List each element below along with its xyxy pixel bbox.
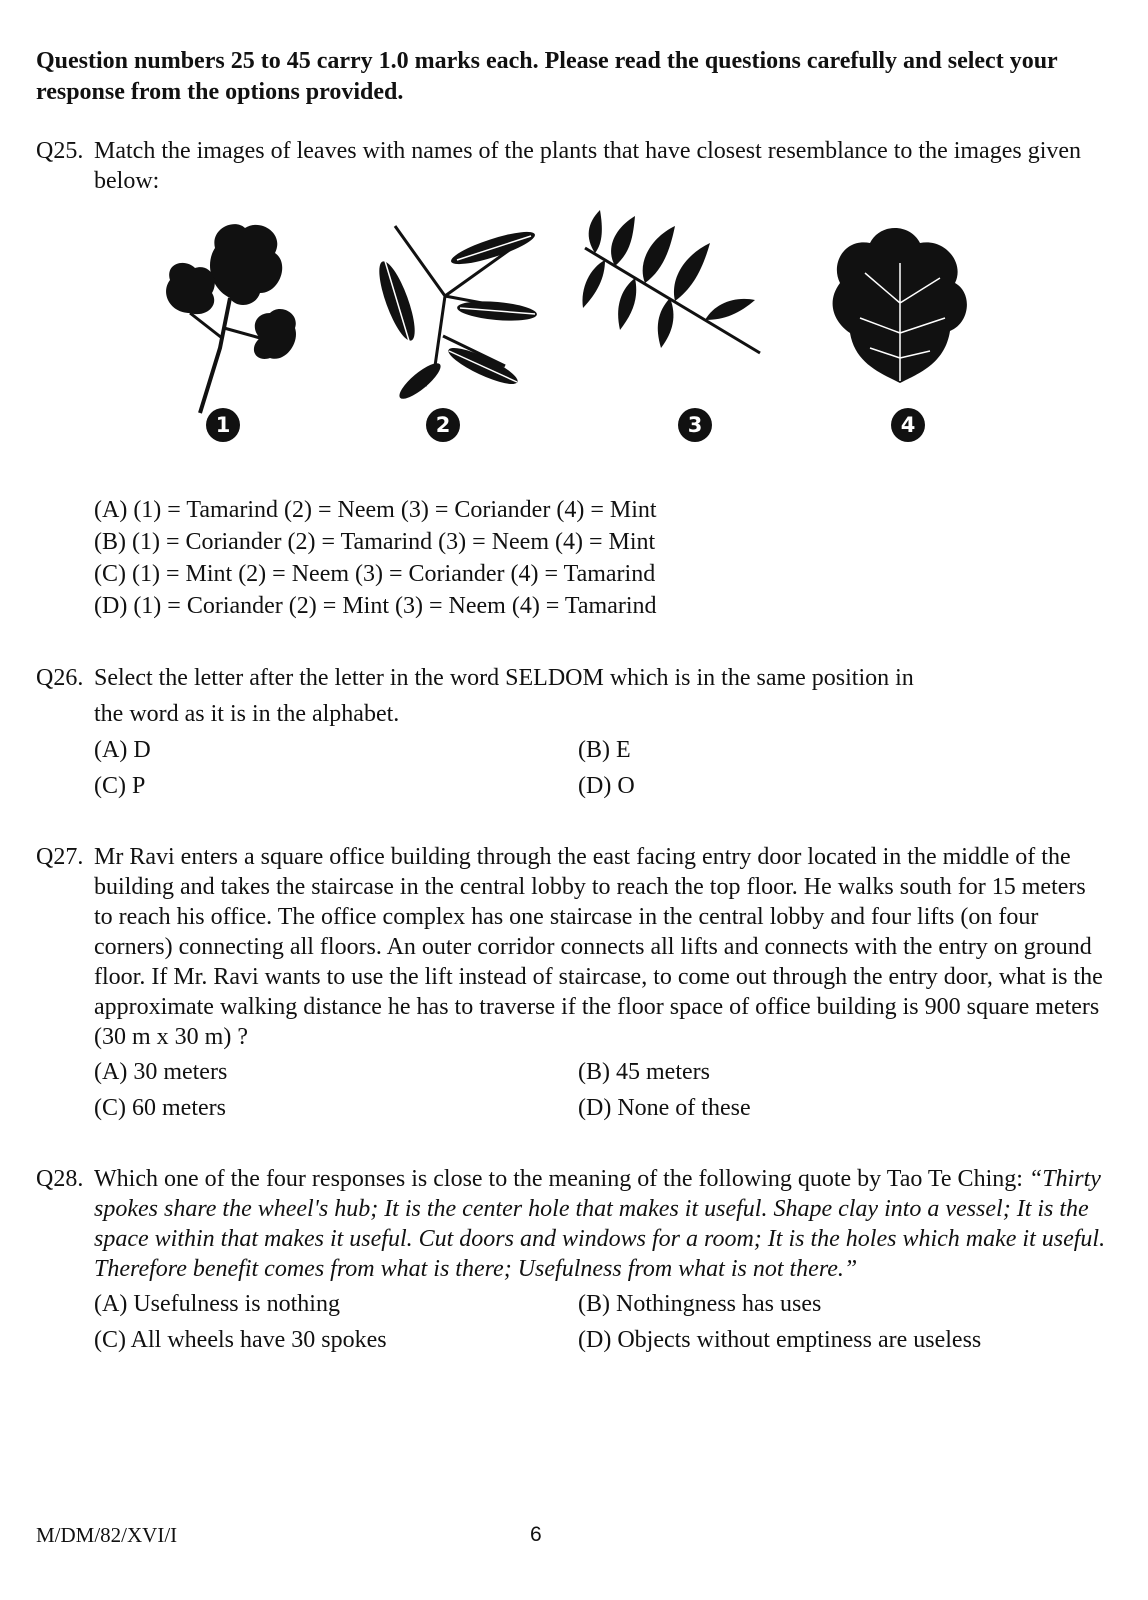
question-number: Q27. xyxy=(36,844,84,870)
option-c[interactable]: (C) 60 meters xyxy=(94,1095,226,1121)
neem-leaf-image xyxy=(575,208,765,358)
question-text: Which one of the four responses is close to the meaning of the following quote by Tao Te Ching: xyxy=(94,1166,1029,1192)
question-27 xyxy=(36,842,1106,1126)
option-d[interactable]: (D) None of these xyxy=(578,1095,751,1121)
option-c[interactable]: (C) All wheels have 30 spokes xyxy=(94,1327,387,1353)
question-number: Q28. xyxy=(36,1166,84,1192)
question-text: Mr Ravi enters a square office building through the east facing entry door located in the middle of the building and takes the staircase in the central lobby to reach the top floor. He walks south for 15 meters to reach his office. The office complex has one staircase in the central lobby and four lifts (on four corners) connecting all floors. An outer corridor connects all lifts and connects with the entry on ground floor. If Mr. Ravi wants to use the lift instead of staircase, to come out through the entry door, what is the approximate walking distance he has to traverse if the floor space of office building is 900 square meters (30 m x 30 m) ? xyxy=(94,844,1103,1050)
option-a[interactable]: (A) Usefulness is nothing xyxy=(94,1291,340,1317)
option-c[interactable]: (C) P xyxy=(94,773,146,799)
option-b[interactable]: (B) Nothingness has uses xyxy=(578,1291,822,1317)
document-code: M/DM/82/XVI/I xyxy=(36,1523,178,1547)
image-label-1: 1 xyxy=(206,408,240,442)
option-d[interactable]: (D) Objects without emptiness are useless xyxy=(578,1327,982,1353)
option-b[interactable]: (B) E xyxy=(578,737,631,763)
option-c[interactable]: (C) (1) = Mint (2) = Neem (3) = Coriander (4) = Tamarind xyxy=(94,561,656,587)
mint-leaf-image xyxy=(825,223,975,388)
question-25-options xyxy=(36,494,1106,622)
coriander-leaf-image xyxy=(160,218,300,418)
page-number: 6 xyxy=(530,1523,542,1546)
question-25 xyxy=(36,136,1106,196)
tao-te-ching-quote: “Thirty spokes share the wheel's hub; It is the center hole that makes it useful. Shape clay into a vessel; It is the space within that makes it useful. Cut doors and windows for a room; It is the holes which make it useful. Therefore benefit comes from what is there; Usefulness from what is not there.” xyxy=(94,1166,1106,1282)
question-text-line1: Select the letter after the letter in the word SELDOM which is in the same position in xyxy=(94,665,914,691)
question-number: Q25. xyxy=(36,138,84,164)
option-d[interactable]: (D) O xyxy=(578,773,635,799)
image-label-4: 4 xyxy=(891,408,925,442)
tamarind-leaf-image xyxy=(365,216,545,416)
option-a[interactable]: (A) (1) = Tamarind (2) = Neem (3) = Coriander (4) = Mint xyxy=(94,497,657,523)
question-26 xyxy=(36,660,1106,804)
question-text-line2: the word as it is in the alphabet. xyxy=(94,701,400,727)
option-b[interactable]: (B) (1) = Coriander (2) = Tamarind (3) = Neem (4) = Mint xyxy=(94,529,656,555)
image-label-2: 2 xyxy=(426,408,460,442)
image-label-3: 3 xyxy=(678,408,712,442)
option-a[interactable]: (A) D xyxy=(94,737,151,763)
option-d[interactable]: (D) (1) = Coriander (2) = Mint (3) = Neem (4) = Tamarind xyxy=(94,593,657,619)
option-a[interactable]: (A) 30 meters xyxy=(94,1059,228,1085)
section-instructions: Question numbers 25 to 45 carry 1.0 marks each. Please read the questions carefully and select your response from the options provided. xyxy=(36,48,1058,105)
question-28 xyxy=(36,1164,1106,1358)
question-text: Match the images of leaves with names of the plants that have closest resemblance to the images given below: xyxy=(94,138,1082,194)
option-b[interactable]: (B) 45 meters xyxy=(578,1059,710,1085)
question-number: Q26. xyxy=(36,665,84,691)
leaf-images xyxy=(150,208,990,448)
